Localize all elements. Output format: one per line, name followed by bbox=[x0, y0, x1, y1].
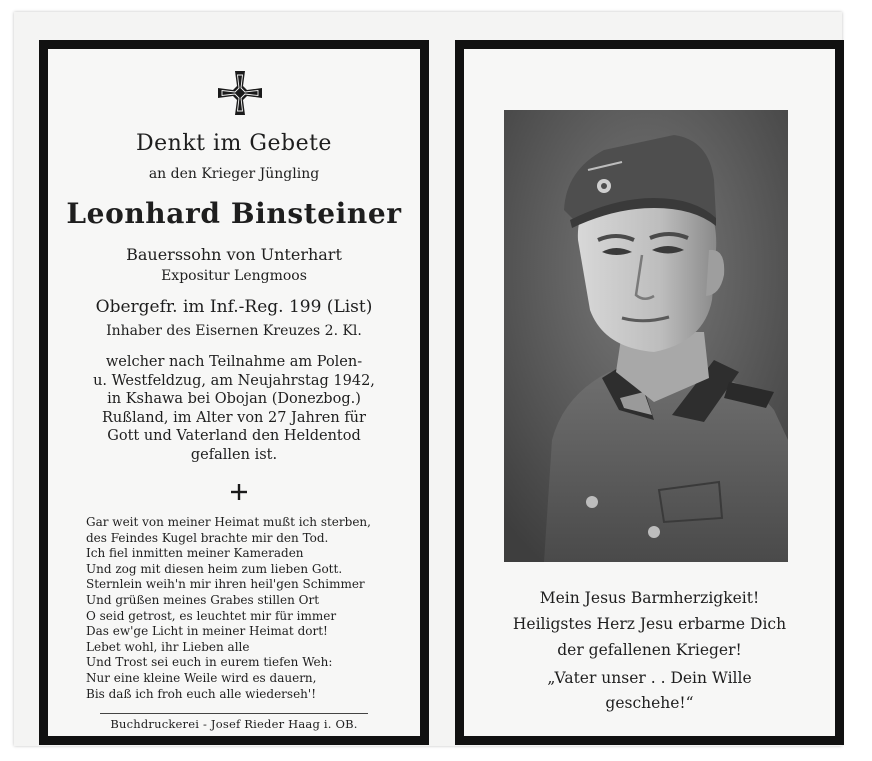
poem-line: Gar weit von meiner Heimat mußt ich sterben, bbox=[86, 515, 371, 529]
poem-line: Nur eine kleine Weile wird es dauern, bbox=[86, 670, 317, 685]
caption-line: der gefallenen Krieger! bbox=[557, 641, 742, 659]
poem-line: Das ew'ge Licht in meiner Heimat dort! bbox=[86, 624, 328, 639]
soldier-portrait bbox=[504, 110, 788, 562]
caption-line: „Vater unser . . Dein Wille bbox=[547, 669, 752, 687]
bio-line: Gott und Vaterland den Heldentod bbox=[107, 428, 361, 444]
bio-line: welcher nach Teilnahme am Polen- bbox=[105, 354, 363, 370]
memorial-card bbox=[14, 12, 842, 746]
photo-panel-inner bbox=[464, 49, 835, 736]
poem-line: Ich fiel inmitten meiner Kameraden bbox=[86, 546, 304, 561]
caption-line: geschehe!“ bbox=[605, 694, 694, 712]
text-panel-inner bbox=[48, 49, 420, 736]
caption-line: Heiligstes Herz Jesu erbarme Dich bbox=[512, 615, 787, 633]
origin-text: Bauerssohn von Unterhart bbox=[126, 245, 342, 264]
poem-line: Und zog mit diesen heim zum lieben Gott. bbox=[86, 561, 343, 576]
award-text: Inhaber des Eisernen Kreuzes 2. Kl. bbox=[106, 323, 362, 339]
deceased-name: Leonhard Binsteiner bbox=[66, 197, 402, 230]
biography bbox=[72, 353, 396, 464]
heading: Denkt im Gebete bbox=[136, 131, 332, 156]
poem-line: Und Trost sei euch in eurem tiefen Weh: bbox=[86, 655, 333, 670]
poem-line: Bis daß ich froh euch alle wiederseh'! bbox=[86, 686, 317, 701]
caption-line: Mein Jesus Barmherzigkeit! bbox=[539, 589, 760, 607]
bio-line: gefallen ist. bbox=[190, 446, 278, 463]
bio-line: Rußland, im Alter von 27 Jahren für bbox=[102, 409, 366, 426]
intro-text: an den Krieger Jüngling bbox=[148, 166, 320, 182]
poem-line: Lebet wohl, ihr Lieben alle bbox=[86, 639, 250, 654]
divider bbox=[100, 713, 368, 714]
small-cross-icon bbox=[230, 483, 248, 501]
printer-credit: Buchdruckerei - Josef Rieder Haag i. OB. bbox=[110, 717, 358, 731]
poem-line: Sternlein weih'n mir ihren heil'gen Schimmer bbox=[86, 577, 365, 592]
poem-line: Und grüßen meines Grabes stillen Ort bbox=[86, 592, 320, 607]
bio-line: u. Westfeldzug, am Neujahrstag 1942, bbox=[93, 372, 375, 389]
photo-panel bbox=[455, 40, 844, 745]
poem-line: des Feindes Kugel brachte mir den Tod. bbox=[86, 530, 329, 545]
bio-line: in Kshawa bei Obojan (Donezbog.) bbox=[107, 391, 361, 407]
rank-text: Obergefr. im Inf.-Reg. 199 (List) bbox=[95, 297, 373, 317]
poem bbox=[86, 515, 410, 702]
poem-line: O seid getrost, es leuchtet mir für immer bbox=[86, 608, 337, 623]
parish-text: Expositur Lengmoos bbox=[161, 268, 307, 284]
iron-cross-icon bbox=[216, 69, 264, 117]
text-panel bbox=[39, 40, 429, 745]
